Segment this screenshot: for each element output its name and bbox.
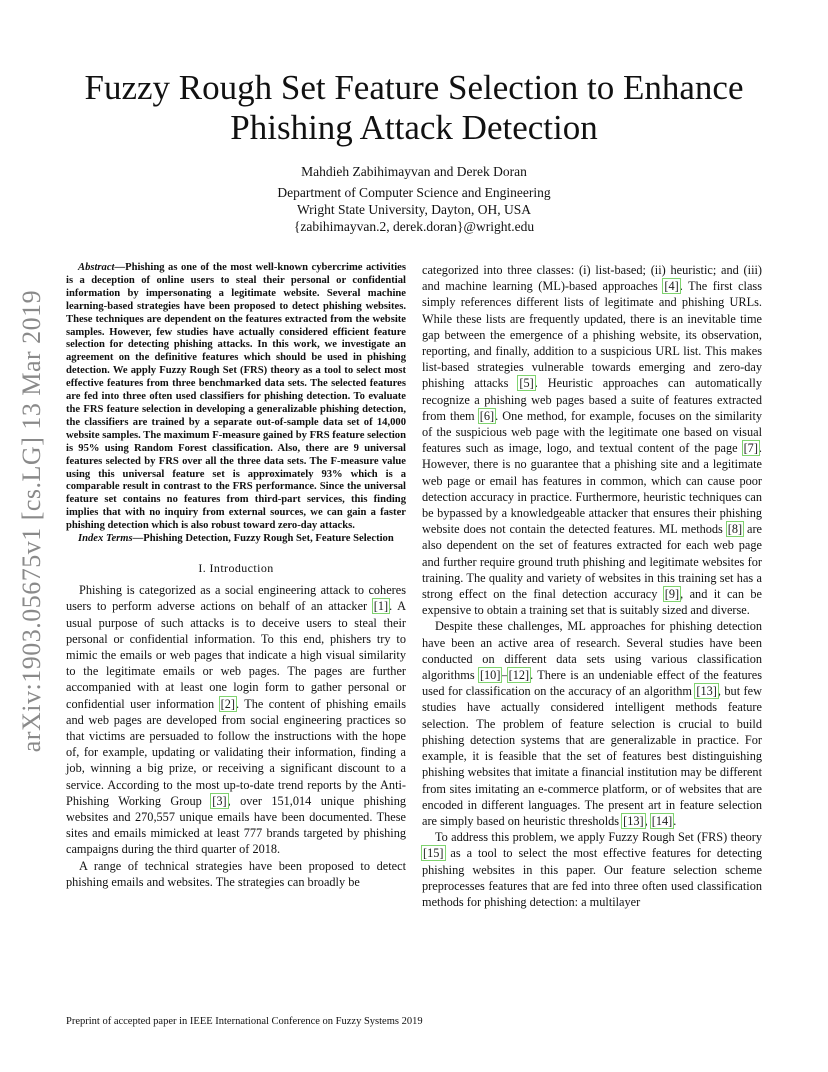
index-terms-lead: Index Terms bbox=[78, 533, 133, 545]
abstract-lead: Abstract bbox=[78, 262, 115, 273]
citation-link[interactable]: [4] bbox=[664, 279, 679, 294]
text-run: . However, there is no guarantee that a phishing site and a legitimate web page or email has features in common, which can cause poor detection accuracy in practice. Furthermore, heuristic techniques can be bypassed by a knowledgeable attacker that ensures their phishing website does not contain the detected features. ML methods bbox=[422, 441, 762, 537]
affiliation-university: Wright State University, Dayton, OH, USA bbox=[296, 202, 532, 217]
index-terms bbox=[66, 533, 406, 546]
author-names: Mahdieh Zabihimayvan and Derek Doran bbox=[301, 164, 527, 179]
text-run: Phishing is categorized as a social engineering attack to coheres users to perform adverse actions on behalf of an attacker bbox=[66, 583, 406, 614]
text-run: , and it can be expensive to obtain a training set that is suitably sized and diverse. bbox=[422, 587, 763, 618]
citation-link[interactable]: [1] bbox=[373, 599, 389, 614]
intro-paragraph-1 bbox=[66, 582, 406, 857]
text-run: . There is an undeniable effect of the features used for classification on the accuracy of an algorithm bbox=[422, 668, 762, 699]
citation-link[interactable]: [14] bbox=[651, 813, 673, 828]
section-heading-introduction: I. Introduction bbox=[198, 560, 274, 575]
citation-link[interactable]: [13] bbox=[696, 684, 717, 699]
abstract bbox=[66, 262, 406, 533]
author-emails: {zabihimayvan.2, derek.doran}@wright.edu bbox=[293, 219, 535, 234]
arxiv-stamp-text: arXiv:1903.05675v1 [cs.LG] 13 Mar 2019 bbox=[17, 289, 46, 753]
text-run: . One method, for example, focuses on the similarity of the suspicious web page with the legitimate one based on visual features such as image, logo, and textual content of the page bbox=[422, 408, 763, 456]
intro-paragraph-2: A range of technical strategies have been proposed to detect phishing emails and websites. The strategies can broadly be bbox=[66, 858, 406, 889]
intro-paragraph-2-continued bbox=[422, 262, 762, 618]
intro-paragraph-3 bbox=[422, 618, 762, 829]
left-column bbox=[66, 262, 406, 890]
text-run: To address this problem, we apply Fuzzy Rough Set (FRS) theory bbox=[435, 830, 762, 845]
text-run: – bbox=[501, 668, 508, 683]
citation-link[interactable]: [9] bbox=[664, 587, 680, 602]
author-block bbox=[60, 163, 768, 235]
text-run: . bbox=[673, 813, 677, 828]
text-run: . The first class simply references different lists of legitimate and phishing URLs. While these lists are frequently updated, there is an inevitable time gap between the emergence of a phishing website, its observation, reporting, and finally, addition to a suspicious URL list. This makes list-based strategies vulnerable towards emerging and zero-day phishing attacks bbox=[422, 279, 763, 391]
affiliation-department: Department of Computer Science and Engineering bbox=[277, 185, 551, 200]
citation-link[interactable]: [13] bbox=[623, 813, 644, 828]
text-run: . The content of phishing emails and web pages are developed from social engineering practices so that victims are persuaded to follow the instructions with the hope of, for example, updating or validating their information, finding a job, winning a big prize, or receiving a significant discount to a service. According to the most up-to-date trend reports by the Anti-Phishing Working Group bbox=[66, 696, 406, 808]
paper-title: Fuzzy Rough Set Feature Selection to Enhance Phishing Attack Detection bbox=[84, 68, 744, 147]
citation-link[interactable]: [12] bbox=[508, 668, 530, 683]
index-terms-text: —Phishing Detection, Fuzzy Rough Set, Feature Selection bbox=[132, 533, 394, 545]
citation-link[interactable]: [7] bbox=[743, 441, 758, 456]
arxiv-side-stamp bbox=[12, 286, 52, 756]
citation-link[interactable]: [6] bbox=[479, 408, 495, 423]
citation-link[interactable]: [2] bbox=[220, 696, 235, 711]
right-column bbox=[422, 262, 762, 910]
text-run: categorized into three classes: (i) list-based; (ii) heuristic; and (iii) and machine learning (ML)-based approaches bbox=[422, 263, 762, 294]
page-footer: Preprint of accepted paper in IEEE International Conference on Fuzzy Systems 2019 bbox=[66, 1016, 423, 1027]
citation-link[interactable]: [8] bbox=[727, 522, 743, 537]
text-run: are also dependent on the set of features extracted for each web page and further require ground truth phishing and legitimate websites for training. The quality and variety of websites in this training set has a strong effect on the final detection accuracy bbox=[422, 522, 763, 602]
citation-link[interactable]: [3] bbox=[212, 793, 227, 808]
text-run: . Heuristic approaches can automatically recognize a phishing web pages based a suite of features extracted from them bbox=[422, 376, 762, 423]
text-run: Despite these challenges, ML approaches for phishing detection have been an active area of research. Several studies have been conducted on different data sets using various classification algorithms bbox=[422, 619, 762, 683]
text-run: , over 151,014 unique phishing websites and 270,557 unique emails have been documented. These sites and emails mimicked at least 777 brands targeted by phishing campaigns during the third quarter of 2018. bbox=[66, 793, 407, 857]
citation-link[interactable]: [10] bbox=[479, 668, 501, 683]
text-run: , bbox=[644, 813, 651, 828]
citation-link[interactable]: [5] bbox=[519, 376, 534, 391]
abstract-text: —Phishing as one of the most well-known cybercrime activities is a deception of online users to steal their personal or confidential information by impersonating a legitimate website. Several machine learning-based strategies have been proposed to detect phishing websites. These techniques are dependent on the features extracted from the website samples. However, few studies have actually considered efficient feature selection for detecting phishing attacks. In this work, we investigate an agreement on the definitive features which should be used in phishing detection. We apply Fuzzy Rough Set (FRS) theory as a tool to select most effective features from three benchmarked data sets. The selected features are fed into three often used classifiers for phishing detection. To evaluate the FRS feature selection in developing a generalizable phishing detection, the classifiers are trained by a separate out-of-sample data set of 14,000 website samples. The maximum F-measure gained by FRS feature selection is 95% using Random Forest classification. Also, there are 9 universal features selected by FRS over all the three data sets. The F-measure value using this universal feature set is approximately 93% which is a comparable result in contrast to the FRS performance. Since the universal feature set contains no features from third-part services, this finding implies that with no inquiry from external sources, we can gain a faster phishing detection which is also robust toward zero-day attacks. bbox=[66, 262, 406, 532]
text-run: as a tool to select the most effective features for detecting phishing websites in this paper. Our feature selection scheme preprocesses features that are fed into three often used classification methods for phishing detection: a multilayer bbox=[422, 846, 762, 909]
text-run: . A usual purpose of such attacks is to deceive users to steal their personal or confidential information. To this end, phishers try to mimic the emails or web pages that indicate a high visual similarity to the legitimate emails or web pages. The pages are further accompanied with at least one login form to gather personal or confidential user information bbox=[66, 599, 406, 711]
text-run: , but few studies have actually considered intelligent methods feature selection. The problem of feature selection is crucial to build phishing detection systems that are generalizable in practice. For example, it is feasible that the set of features best distinguishing phishing websites that imitate a financial institution may be different from sites imitating an e-commerce platform, or of websites that are encoded in different languages. The present art in feature selection are simply based on heuristic thresholds bbox=[422, 684, 762, 828]
citation-link[interactable]: [15] bbox=[423, 846, 444, 861]
intro-paragraph-4 bbox=[422, 829, 762, 910]
